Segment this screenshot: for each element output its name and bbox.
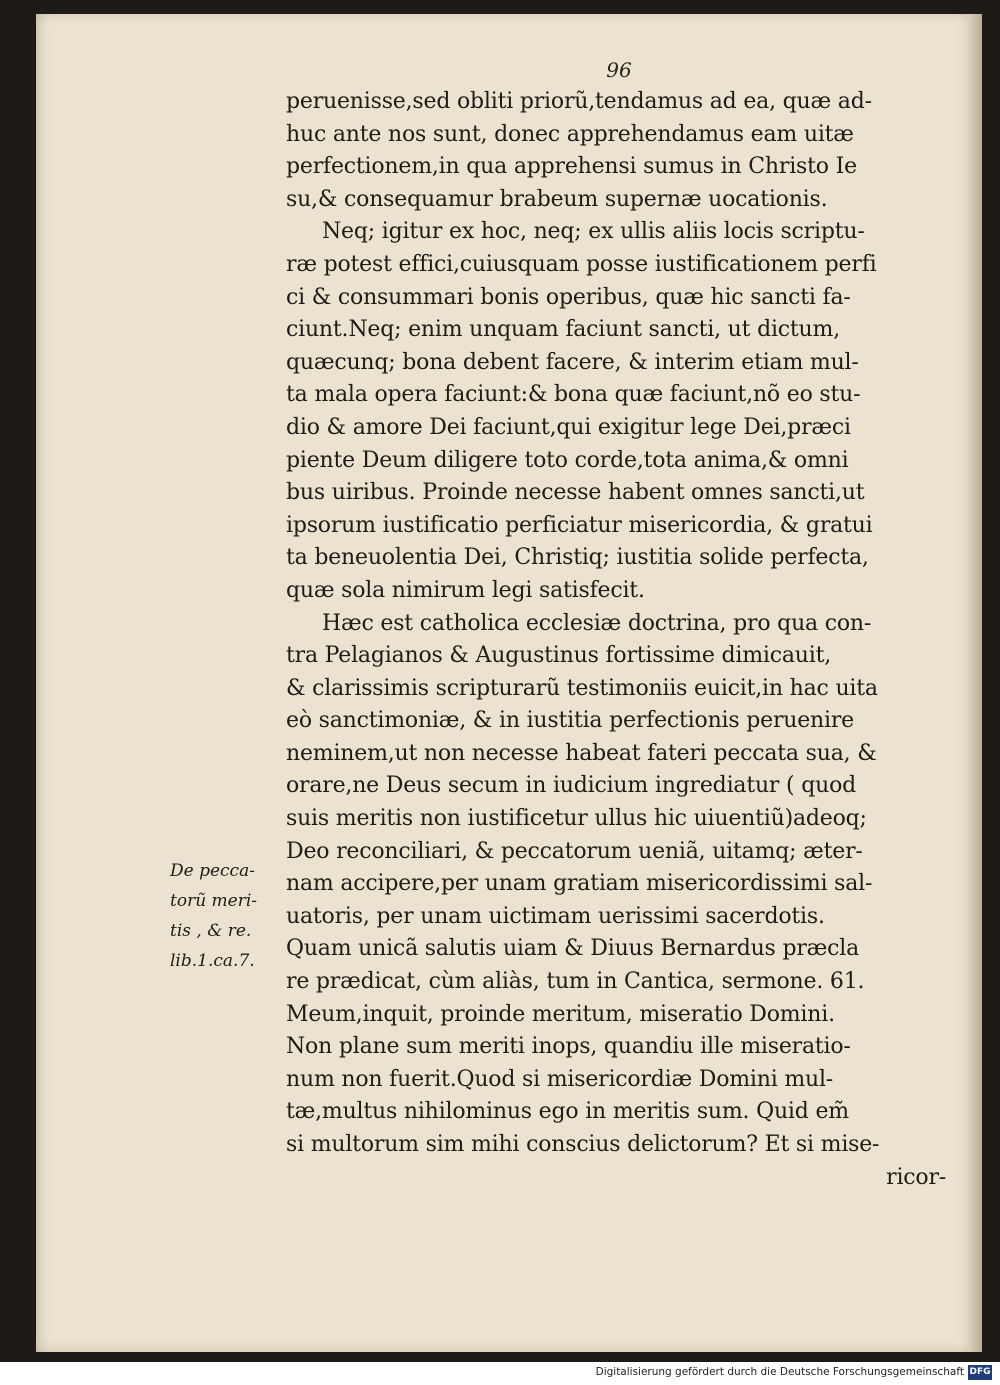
- marginal-line: torũ meri-: [170, 891, 258, 911]
- text-line: ta beneuolentia Dei, Christiq; iustitia solide perfecta,: [286, 545, 869, 571]
- text-line: Neq; igitur ex hoc, neq; ex ullis aliis locis scriptu-: [322, 219, 865, 245]
- marginal-line: De pecca-: [170, 861, 255, 881]
- dfg-logo: DFG: [968, 1365, 992, 1380]
- text-line: dio & amore Dei faciunt,qui exigitur lege Dei,præci: [286, 414, 851, 440]
- text-line: tæ,multus nihilominus ego in meritis sum. Quid em̃: [286, 1099, 849, 1125]
- text-line: quæcunq; bona debent facere, & interim etiam mul-: [286, 349, 859, 375]
- text-line: ta mala opera faciunt:& bona quæ faciunt,nõ eo stu-: [286, 382, 861, 408]
- page-number: 96: [606, 58, 632, 82]
- text-line: Hæc est catholica ecclesiæ doctrina, pro qua con-: [322, 610, 872, 636]
- text-line: uatoris, per unam uictimam uerissimi sacerdotis.: [286, 903, 825, 929]
- text-line: ipsorum iustificatio perficiatur misericordia, & gratui: [286, 512, 873, 538]
- marginal-line: tis , & re.: [170, 921, 252, 941]
- text-line: ræ potest effici,cuiusquam posse iustificationem perfi: [286, 251, 877, 277]
- text-line: ciunt.Neq; enim unquam faciunt sancti, ut dictum,: [286, 317, 840, 343]
- text-line: Quam unicã salutis uiam & Diuus Bernardus præcla: [286, 936, 859, 962]
- text-line: ci & consummari bonis operibus, quæ hic sancti fa-: [286, 284, 851, 310]
- marginal-note: [170, 856, 292, 976]
- text-line: eò sanctimoniæ, & in iustitia perfectionis peruenire: [286, 708, 855, 734]
- text-line: Non plane sum meriti inops, quandiu ille miseratio-: [286, 1034, 851, 1060]
- text-line: & clarissimis scripturarũ testimoniis euicit,in hac uita: [286, 675, 878, 701]
- text-line: tra Pelagianos & Augustinus fortissime dimicauit,: [286, 643, 832, 669]
- text-line: neminem,ut non necesse habeat fateri peccata sua, &: [286, 740, 877, 766]
- page-edge: [968, 14, 982, 1352]
- text-line: peruenisse,sed obliti priorũ,tendamus ad ea, quæ ad-: [286, 89, 872, 114]
- funding-credit: Digitalisierung gefördert durch die Deutsche Forschungsgemeinschaft: [595, 1366, 964, 1378]
- text-line: piente Deum diligere toto corde,tota anima,& omni: [286, 447, 849, 473]
- text-line: quæ sola nimirum legi satisfecit.: [286, 577, 645, 603]
- text-line: su,& consequamur brabeum supernæ uocationis.: [286, 186, 828, 212]
- footer-bar: [0, 1362, 1000, 1385]
- text-line: Meum,inquit, proinde meritum, miseratio Domini.: [286, 1001, 835, 1027]
- text-line: perfectionem,in qua apprehensi sumus in Christo Ie: [286, 154, 857, 180]
- text-line: orare,ne Deus secum in iudicium ingrediatur ( quod: [286, 773, 856, 799]
- marginal-line: lib.1.ca.7.: [170, 951, 255, 971]
- text-line: si multorum sim mihi conscius delictorum? Et si mise-: [286, 1132, 880, 1157]
- text-line: re prædicat, cùm aliàs, tum in Cantica, sermone. 61.: [286, 969, 865, 995]
- text-line: suis meritis non iustificetur ullus hic uiuentiũ)adeoq;: [286, 806, 867, 832]
- text-line: num non fuerit.Quod si misericordiæ Domini mul-: [286, 1066, 834, 1092]
- text-line: nam accipere,per unam gratiam misericordissimi sal-: [286, 871, 873, 897]
- text-line: Deo reconciliari, & peccatorum ueniã, uitamq; æter-: [286, 838, 863, 864]
- catchword: ricor-: [886, 1164, 946, 1190]
- text-line: huc ante nos sunt, donec apprehendamus eam uitæ: [286, 121, 854, 147]
- body-text: [286, 86, 946, 1194]
- text-line: bus uiribus. Proinde necesse habent omnes sancti,ut: [286, 480, 865, 506]
